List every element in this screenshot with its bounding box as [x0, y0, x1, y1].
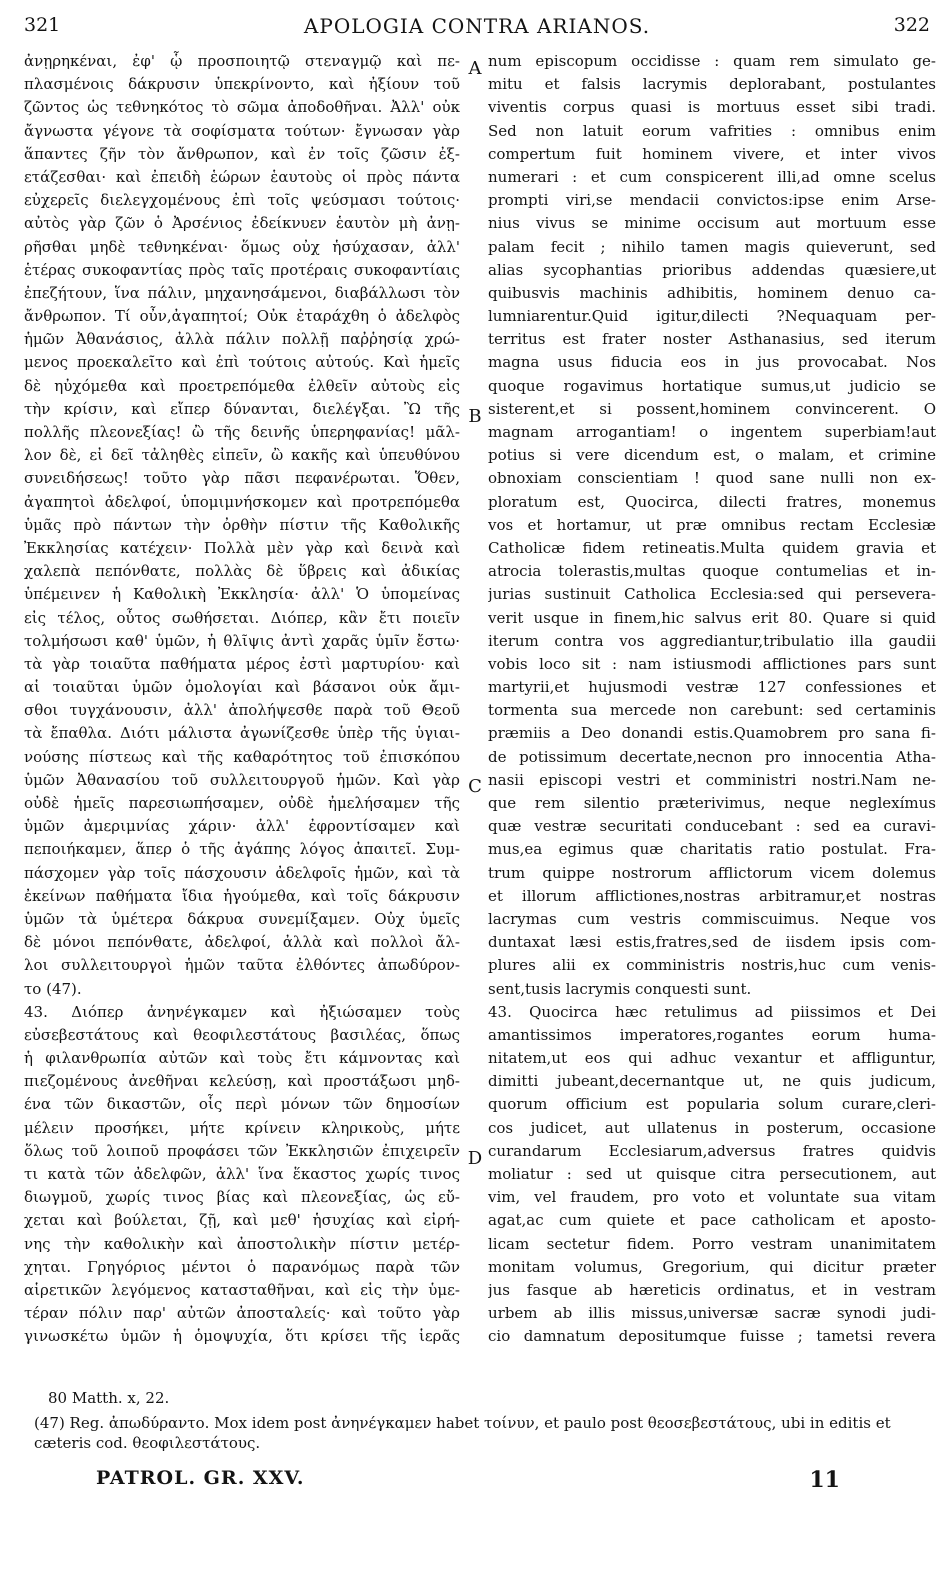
- latin-text-line: cio damnatum depositumque fuisse ; tametsi revera: [488, 1327, 936, 1346]
- greek-text-line: λοι συλλειτουργοὶ ἡμῶν ταῦτα ἐλθόντες ἀπωδύρον-: [24, 956, 460, 975]
- latin-text-line: et illorum afflictiones,nostras arbitramur,et nostras: [488, 886, 936, 905]
- greek-text-line: αἱ τοιαῦται ὑμῶν ὁμολογίαι καὶ βάσανοι οὐκ ἄμι-: [24, 678, 460, 697]
- page-footer: [96, 1467, 840, 1497]
- greek-text-line: νούσης πίστεως καὶ τῆς καθαρότητος τοῦ ἐπισκόπου: [24, 747, 460, 766]
- latin-column: [488, 50, 936, 1349]
- latin-text-line: magna usus fiducia eos in jus provocabat. Nos: [488, 353, 936, 372]
- latin-text-line: urbem ab illis missus,universæ sacræ synodi judi-: [488, 1304, 936, 1323]
- greek-text-line: εὐσεβεστάτους καὶ θεοφιλεστάτους βασιλέας, ὅπως: [24, 1025, 460, 1044]
- greek-text-line: γινωσκέτω ὑμῶν ἡ ὁμοψυχία, ὅτι κρίσει τῆς ἱερᾶς: [24, 1327, 460, 1346]
- greek-text-line: δὲ μόνοι πεπόνθατε, ἀδελφοί, ἀλλὰ καὶ πολλοὶ ἄλ-: [24, 933, 460, 952]
- greek-text-line: πλασμένοις δάκρυσιν ὑπεκρίνοντο, καὶ ἠξίουν τοῦ: [24, 75, 460, 94]
- latin-text-line: quoque rogavimus hortatique sumus,ut judicio se: [488, 376, 936, 395]
- greek-text-line: τὴν κρίσιν, καὶ εἴπερ δύνανται, διελέγξαι. Ὢ τῆς: [24, 399, 460, 418]
- latin-text-line: moliatur : sed ut quisque citra persecutionem, aut: [488, 1165, 936, 1183]
- greek-text-line: ἐπεζήτουν, ἵνα πάλιν, μηχανησάμενοι, διαβάλλωσι τὸν: [24, 283, 460, 302]
- greek-column: [24, 50, 460, 1349]
- latin-text-line: sent,tusis lacrymis conquesti sunt.: [488, 979, 752, 998]
- greek-text-line: αἱρετικῶν λεγόμενος κατασταθῆναι, καὶ εἰς τὴν ὑμε-: [24, 1280, 460, 1299]
- latin-text-line: quibusvis machinis adhibitis, hominem denuo ca-: [488, 283, 936, 302]
- greek-text-line: πάσχομεν γὰρ τοῖς πάσχουσιν ἀδελφοῖς ἡμῶν, καὶ τὰ: [24, 863, 460, 882]
- latin-text-line: verit usque in finem,hic salvus erit 80. Quare si quid: [488, 608, 936, 627]
- latin-text-line: præmiis a Deo donandi estis.Quamobrem pro sana fi-: [488, 724, 936, 743]
- latin-text-line: mus,ea egimus quæ charitatis ratio postulat. Fra-: [488, 840, 936, 859]
- greek-text-line: διωγμοῦ, χωρίς τινος βίας καὶ πλεονεξίας, ὡς εὔ-: [24, 1188, 460, 1207]
- latin-text-line: numerari : et cum conspicerent illi,ad omne scelus: [488, 167, 936, 186]
- greek-text-line: τὰ γὰρ τοιαῦτα παθήματα μέρος ἐστὶ μαρτυρίου· καὶ: [24, 654, 460, 673]
- latin-text-line: lumniarentur.Quid igitur,dilecti ?Nequaquam per-: [488, 307, 936, 326]
- latin-text-line: Catholicæ fidem retineatis.Multa quidem gravia et: [488, 538, 936, 557]
- greek-text-line: χηται. Γρηγόριος μέντοι ὁ παρανόμως παρὰ τῶν: [24, 1257, 460, 1276]
- greek-text-line: μενος προεκαλεῖτο καὶ ἐπὶ τούτοις αὐτούς. Καὶ ἡμεῖς: [24, 353, 460, 372]
- latin-text-line: jus fasque ab hæreticis ordinatus, et in vestram: [488, 1280, 936, 1299]
- latin-text-line: vos et hortamur, ut præ omnibus rectam Ecclesiæ: [488, 515, 936, 534]
- greek-text-line: ἡ φιλανθρωπία αὐτῶν καὶ τοὺς ἔτι κάμνοντας καὶ: [24, 1049, 460, 1068]
- latin-text-line: prompti viri,se mendacii convictos:ipse enim Arse-: [488, 191, 936, 210]
- greek-text-line: σθοι τυγχάνουσιν, ἀλλ' ἀπολήψεσθε παρὰ τοῦ Θεοῦ: [24, 701, 460, 720]
- greek-text-line: αὐτὸς γὰρ ζῶν ὁ Ἀρσένιος ἐδείκνυεν ἑαυτὸν μὴ ἀνῃ-: [24, 214, 460, 233]
- latin-text-line: dimitti jubeant,decernantque ut, ne quis judicum,: [488, 1072, 936, 1091]
- latin-text-line: vobis loco sit : nam istiusmodi afflictiones pars sunt: [488, 654, 936, 673]
- latin-text-line: nius vivus se minime occisum aut mortuum esse: [488, 214, 936, 233]
- greek-text-line: ὑμῶν τὰ ὑμέτερα δάκρυα συνεμίξαμεν. Οὐχ ὑμεῖς: [24, 909, 460, 928]
- latin-text-line: viventis corpus quasi is mortuus esset sibi tradi.: [488, 98, 936, 117]
- greek-text-line: χαλεπὰ πεπόνθατε, πολλὰς δὲ ὕβρεις καὶ ἀδικίας: [24, 562, 460, 581]
- latin-text-line: cos judicet, aut ullatenus in posterum, occasione: [488, 1118, 936, 1137]
- margin-mark-b: B: [468, 406, 482, 427]
- footer-signature: PATROL. GR. XXV.: [96, 1467, 305, 1489]
- greek-text-line: ζῶντος ὡς τεθνηκότος τὸ σῶμα ἀποδοθῆναι. Ἀλλ' οὐκ: [24, 98, 460, 117]
- greek-text-line: ὑπέμεινεν ἡ Καθολικὴ Ἐκκλησία· ἀλλ' Ὁ ὑπομείνας: [24, 585, 460, 604]
- page-number-right: 322: [893, 14, 930, 36]
- greek-text-line: ἅπαντες ζῆν τὸν ἄνθρωπον, καὶ ἐν τοῖς ζῶσιν ἐξ-: [24, 144, 460, 163]
- greek-text-line: λον δὲ, εἰ δεῖ τἀληθὲς εἰπεῖν, ὢ κακῆς καὶ ὑπευθύνου: [24, 446, 460, 465]
- latin-text-line: ploratum est, Quocirca, dilecti fratres, monemus: [488, 492, 936, 511]
- greek-text-line: δὲ ηὐχόμεθα καὶ προετρεπόμεθα ἐλθεῖν αὐτοὺς εἰς: [24, 376, 460, 395]
- latin-text-line: nasii episcopi vestri et comministri nostri.Nam ne-: [488, 770, 936, 789]
- latin-text-line: martyrii,et hujusmodi vestræ 127 confessiones et: [488, 678, 936, 697]
- latin-text-line: Sed non latuit eorum vafrities : omnibus enim: [488, 121, 936, 140]
- footnote-80: 80 Matth. x, 22.: [48, 1389, 170, 1407]
- greek-text-line: ἐκείνων παθήματα ἴδια ἡγούμεθα, καὶ τοῖς δάκρυσιν: [24, 886, 460, 905]
- greek-text-line: εὐχερεῖς διελεγχομένους ἐπὶ τοῖς ψεύσμασι τούτοις·: [24, 191, 460, 210]
- margin-mark-d: D: [467, 1148, 483, 1169]
- latin-text-line: agat,ac cum quiete et pace catholicam et aposto-: [488, 1211, 936, 1230]
- latin-text-line: jurias sustinuit Catholica Ecclesia:sed qui persevera-: [488, 585, 936, 604]
- latin-text-line: territus est frater noster Asthanasius, sed iterum: [488, 330, 936, 349]
- margin-mark-c: C: [468, 776, 482, 797]
- page-number-left: 321: [24, 14, 61, 36]
- latin-text-line: alias sycophantias prioribus addendas quæsiere,ut: [488, 260, 936, 279]
- greek-text-line: ἀνῃρηκέναι, ἐφ' ᾧ προσποιητῷ στεναγμῷ καὶ πε-: [24, 52, 460, 70]
- latin-text-line: amantissimos imperatores,rogantes eorum huma-: [488, 1025, 936, 1044]
- greek-text-line: Ἐκκλησίας κατέχειν· Πολλὰ μὲν γὰρ καὶ δεινὰ καὶ: [24, 538, 460, 557]
- greek-text-line: χεται καὶ βούλεται, ζῇ, καὶ μεθ' ἡσυχίας καὶ εἰρή-: [24, 1211, 460, 1230]
- greek-text-line: ἑτέρας συκοφαντίας πρὸς ταῖς προτέραις συκοφαντίαις: [24, 260, 460, 279]
- latin-text-line: curandarum Ecclesiarum,adversus fratres quidvis: [488, 1141, 936, 1160]
- latin-text-line: que rem silentio præterivimus, neque neglexímus: [488, 794, 936, 812]
- footer-sheet-number: 11: [809, 1467, 840, 1493]
- greek-text-line: τέραν πόλιν παρ' αὐτῶν ἀποσταλείς· καὶ τοῦτο γὰρ: [24, 1304, 460, 1323]
- latin-text-line: tormenta sua mercede non carebunt: sed certaminis: [488, 701, 936, 720]
- greek-text-line: ένα τῶν δικαστῶν, οἷς περὶ μόνων τῶν δημοσίων: [24, 1095, 460, 1114]
- latin-text-line: obnoxiam conscientiam ! quod sane nulli non ex-: [488, 469, 936, 488]
- greek-text-line: εἰς τέλος, οὗτος σωθήσεται. Διόπερ, κἂν ἔτι ποιεῖν: [24, 608, 460, 627]
- latin-text-line: de potissimum decertate,necnon pro innocentia Atha-: [488, 747, 936, 766]
- greek-text-line: ἄνθρωπον. Τί οὖν,ἀγαπητοί; Οὐκ ἐταράχθη ὁ ἀδελφὸς: [24, 307, 460, 326]
- latin-text-line: potius si vere dicendum est, o malam, et crimine: [488, 446, 936, 465]
- latin-text-line: vim, vel fraudem, pro voto et voluntate sua vitam: [488, 1188, 936, 1207]
- latin-text-line: monitam volumus, Gregorium, qui dicitur præter: [488, 1257, 936, 1276]
- greek-text-line: ἡμῶν Ἀθανάσιος, ἀλλὰ πάλιν πολλῇ παῤῥησίᾳ χρώ-: [24, 330, 460, 349]
- latin-text-line: iterum contra vos aggrediantur,tribulatio illa gaudii: [488, 631, 936, 650]
- latin-text-line: compertum fuit hominem vivere, et inter vivos: [488, 144, 936, 163]
- greek-text-line: ὑμῶν ἀμεριμνίας χάριν· ἀλλ' ἐφροντίσαμεν καὶ: [24, 817, 460, 836]
- latin-text-line: sisterent,et si possent,hominem convincerent. O: [488, 399, 936, 418]
- latin-text-line: nitatem,ut eos qui adhuc vexantur et affliguntur,: [488, 1049, 936, 1068]
- latin-text-line: magnam arrogantiam! o ingentem superbiam!aut: [488, 423, 936, 441]
- greek-text-line: τι κατὰ τῶν ἀδελφῶν, ἀλλ' ἵνα ἕκαστος χωρίς τινος: [24, 1165, 460, 1183]
- greek-text-line: πιεζομένους ἀνεθῆναι κελεύσῃ, καὶ προστάξωσι μηδ-: [24, 1072, 460, 1091]
- latin-text-line: mitu et falsis lacrymis deplorabant, postulantes: [488, 75, 936, 94]
- latin-text-line: trum quippe nostrorum afflictorum vicem dolemus: [488, 863, 936, 882]
- latin-text-line: 43. Quocirca hæc retulimus ad piissimos et Dei: [488, 1002, 936, 1021]
- greek-text-line: ἀγαπητοὶ ἀδελφοί, ὑπομιμνήσκομεν καὶ προτρεπόμεθα: [24, 492, 460, 511]
- greek-text-line: τὰ ἔπαθλα. Διότι μάλιστα ἀγωνίζεσθε ὑπὲρ τῆς ὑγιαι-: [24, 724, 460, 743]
- latin-text-line: num episcopum occidisse : quam rem simulato ge-: [488, 52, 936, 70]
- latin-text-line: quæ vestræ securitati conducebant : sed ea curavi-: [488, 817, 936, 836]
- latin-text-line: licam sectetur fidem. Porro vestram unanimitatem: [488, 1234, 936, 1253]
- running-title: APOLOGIA CONTRA ARIANOS.: [303, 14, 651, 38]
- greek-text-line: ὑμᾶς πρὸ πάντων τὴν ὀρθὴν πίστιν τῆς Καθολικῆς: [24, 515, 460, 534]
- latin-text-line: palam fecit ; nihilo tamen magis quieverunt, sed: [488, 237, 936, 256]
- greek-text-line: οὐδὲ ἡμεῖς παρεσιωπήσαμεν, οὐδὲ ἠμελήσαμεν τῆς: [24, 794, 460, 812]
- latin-text-line: lacrymas cum vestris commiscuimus. Neque vos: [488, 909, 936, 928]
- latin-text-line: quorum officium est popularia solum curare,cleri-: [488, 1095, 936, 1114]
- margin-mark-a: A: [468, 58, 482, 79]
- greek-text-line: τολμήσωσι καθ' ὑμῶν, ἡ θλῖψις ἀντὶ χαρᾶς ὑμῖν ἔστω·: [24, 631, 460, 650]
- greek-text-line: πολλῆς πλεονεξίας! ὢ τῆς δεινῆς ὑπερηφανίας! μᾶλ-: [24, 423, 460, 441]
- greek-text-line: μέλειν προσήκει, μήτε κρίνειν κληρικοὺς, μήτε: [24, 1118, 460, 1137]
- latin-text-line: plures alii ex comministris nostris,huc cum venis-: [488, 956, 936, 975]
- greek-text-line: συνειδήσεως! τοῦτο γὰρ πᾶσι πεφανέρωται. Ὅθεν,: [24, 469, 460, 488]
- greek-text-line: ἄγνωστα γέγονε τὰ σοφίσματα τούτων· ἔγνωσαν γὰρ: [24, 121, 460, 140]
- greek-text-line: ὅλως τοῦ λοιποῦ προφάσει τῶν Ἐκκλησιῶν ἐπιχειρεῖν: [24, 1141, 460, 1160]
- greek-text-line: ετάζεσθαι· καὶ ἐπειδὴ ἑώρων ἑαυτοὺς οἱ πρὸς πάντα: [24, 167, 460, 186]
- greek-text-line: ρῆσθαι μηδὲ τεθνηκέναι· ὅμως οὐχ ἡσύχασαν, ἀλλ': [24, 237, 460, 256]
- latin-text-line: duntaxat læsi estis,fratres,sed de iisdem ipsis com-: [488, 933, 936, 952]
- footnote-47: (47) Reg. ἀπωδύραντο. Mox idem post ἀνηνέγκαμεν habet τοίνυν, et paulo post θεοσεβεστάτους, ubi in editis et cæteris cod. θεοφιλεστάτους.: [34, 1414, 891, 1452]
- greek-text-line: ὑμῶν Ἀθανασίου τοῦ συλλειτουργοῦ ἡμῶν. Καὶ γὰρ: [24, 770, 460, 789]
- greek-text-line: το (47).: [24, 979, 82, 998]
- greek-text-line: 43. Διόπερ ἀνηνέγκαμεν καὶ ἠξιώσαμεν τοὺς: [24, 1002, 460, 1021]
- page-header: [24, 14, 930, 46]
- latin-text-line: atrocia tolerastis,multas quoque contumelias et in-: [488, 562, 936, 581]
- greek-text-line: πεποιήκαμεν, ἅπερ ὁ τῆς ἀγάπης λόγος ἀπαιτεῖ. Συμ-: [24, 840, 460, 859]
- greek-text-line: νης τὴν καθολικὴν καὶ ἀποστολικὴν πίστιν μετέρ-: [24, 1234, 460, 1253]
